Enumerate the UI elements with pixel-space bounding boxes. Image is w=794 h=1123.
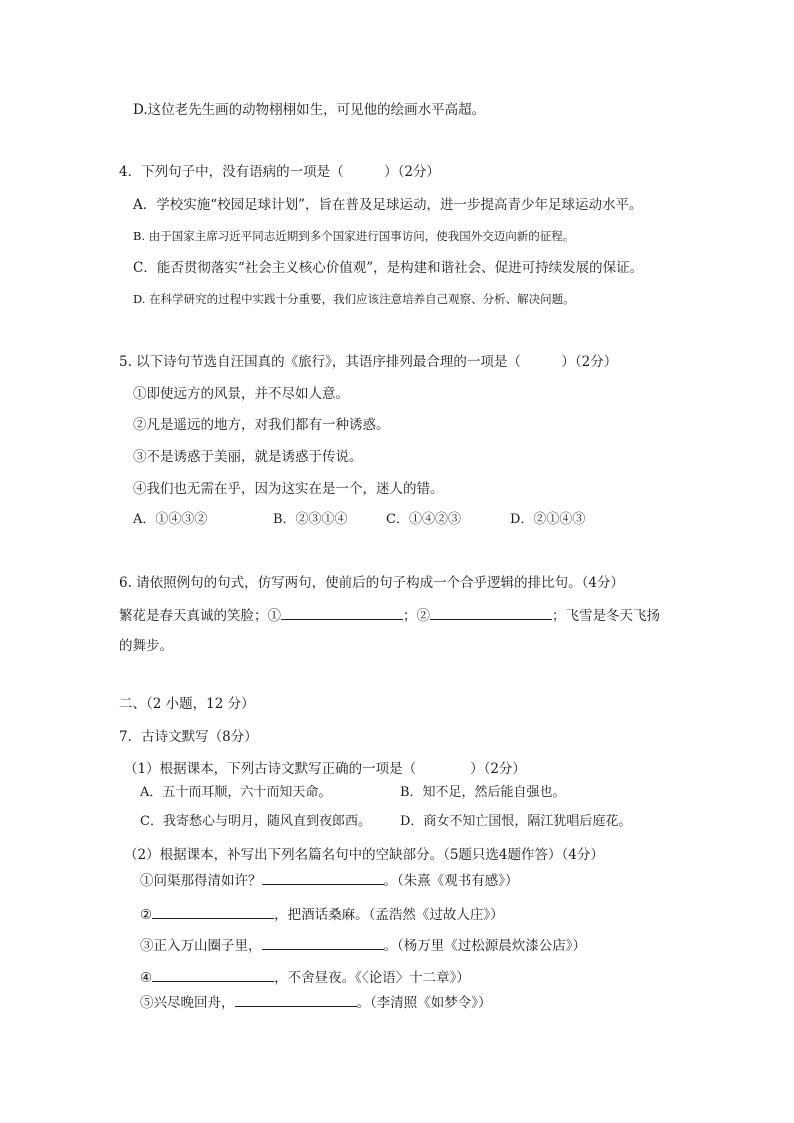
q6-sep: ；② xyxy=(403,608,430,624)
q4-option-a: A．学校实施“校园足球计划”，旨在普及足球运动，进一步提高青少年足球运动水平。 xyxy=(133,197,643,213)
q7-1-option-c: C．我寄愁心与明月，随风直到夜郎西。 xyxy=(140,814,371,829)
q4-option-c: C．能否贯彻落实“社会主义核心价值观”，是构建和谐社会、促进可持续发展的保证。 xyxy=(133,260,644,276)
q5-option-b: B．②③①④ xyxy=(273,512,348,527)
item-5-pre: ⑤兴尽晚回舟， xyxy=(140,995,235,1011)
q6-blank-1[interactable] xyxy=(281,605,403,620)
q5-line-4: ④我们也无需在乎，因为这实在是一个，迷人的错。 xyxy=(133,481,444,497)
q5-line-3: ③不是诱惑于美丽，就是诱惑于传说。 xyxy=(133,449,363,465)
q6-prefix: 繁花是春天真诚的笑脸；① xyxy=(119,608,281,624)
item-3-pre: ③正入万山圈子里， xyxy=(140,938,262,954)
q5-option-a: A．①④③② xyxy=(133,512,208,527)
q5-option-d: D．②①④③ xyxy=(510,512,586,527)
section2-title: 二、（2 小题，12 分） xyxy=(119,696,255,712)
q6-sentence-cont: 的舞步。 xyxy=(119,638,173,654)
item-3-post: 。（杨万里《过松源晨炊漆公店》） xyxy=(383,938,586,954)
q4-option-b: B. 由于国家主席习近平同志近期到多个国家进行国事访问，使我国外交迈向新的征程。 xyxy=(133,229,575,243)
q7-title: 7．古诗文默写（8分） xyxy=(119,729,258,745)
q6-blank-2[interactable] xyxy=(430,605,552,620)
q7-2-item-1 xyxy=(140,870,519,890)
q7-2-item-5 xyxy=(140,992,492,1012)
q7-1-stem: （1）根据课本，下列古诗文默写正确的一项是（ ）（2分） xyxy=(124,761,526,777)
q5-line-1: ①即使远方的风景，并不尽如人意。 xyxy=(133,386,349,402)
q6-sentence xyxy=(119,605,660,625)
item-2-pre: ② xyxy=(140,907,153,923)
q7-2-item-2 xyxy=(140,904,504,924)
item-3-blank[interactable] xyxy=(262,935,384,950)
q7-2-item-4 xyxy=(140,967,470,987)
q4-option-d: D. 在科学研究的过程中实践十分重要，我们应该注意培养自己观察、分析、解决问题。 xyxy=(133,292,575,306)
item-4-pre: ④ xyxy=(140,970,153,986)
q6-suffix: ；飞雪是冬天飞扬 xyxy=(552,608,660,624)
q3-option-d: D.这位老先生画的动物栩栩如生，可见他的绘画水平高超。 xyxy=(133,102,486,118)
q4-stem: 4．下列句子中，没有语病的一项是（ ）（2分） xyxy=(119,164,440,180)
item-2-post: ，把酒话桑麻。（孟浩然《过故人庄》） xyxy=(274,907,504,923)
q5-line-2: ②凡是遥远的地方，对我们都有一种诱惑。 xyxy=(133,417,390,433)
q7-1-option-a: A．五十而耳顺，六十而知天命。 xyxy=(140,785,332,800)
item-5-post: 。（李清照《如梦令》） xyxy=(356,995,492,1011)
q7-2-stem: （2）根据课本，补写出下列名篇名句中的空缺部分。（5题只选4题作答）（4分） xyxy=(124,847,604,863)
item-5-blank[interactable] xyxy=(235,992,357,1007)
q5-option-c: C．①④②③ xyxy=(386,512,461,527)
item-2-blank[interactable] xyxy=(152,904,274,919)
item-1-blank[interactable] xyxy=(262,870,384,885)
item-1-pre: ①问渠那得清如许？ xyxy=(140,873,262,889)
q7-1-option-d: D．商女不知亡国恨，隔江犹唱后庭花。 xyxy=(400,814,632,829)
item-4-blank[interactable] xyxy=(152,967,274,982)
q7-1-option-b: B．知不足，然后能自强也。 xyxy=(400,785,566,800)
q6-stem: 6. 请依照例句的句式，仿写两句，使前后的句子构成一个合乎逻辑的排比句。（4分） xyxy=(119,575,625,591)
item-1-post: 。（朱熹《观书有感》） xyxy=(383,873,519,889)
item-4-post: ，不舍昼夜。《〈论语〉十二章》） xyxy=(274,970,470,986)
q7-2-item-3 xyxy=(140,935,586,955)
q5-stem: 5. 以下诗句节选自汪国真的《旅行》，其语序排列最合理的一项是（ ）（2分） xyxy=(119,354,618,370)
